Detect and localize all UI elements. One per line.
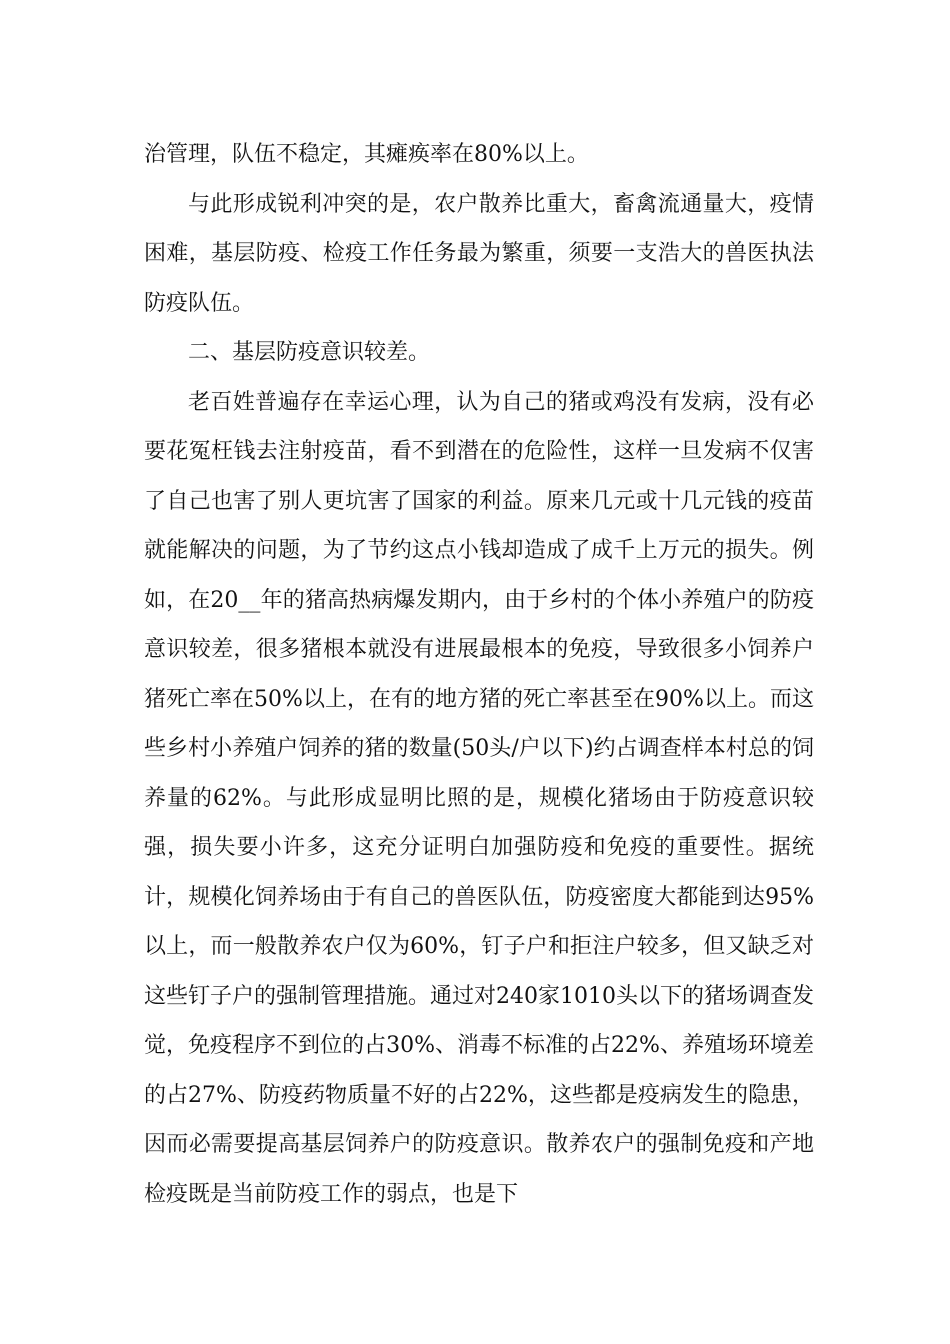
paragraph-1: 治管理，队伍不稳定，其瘫痪率在80%以上。	[144, 142, 589, 167]
paragraph-2: 与此形成锐利冲突的是，农户散养比重大，畜禽流通量大，疫情困难，基层防疫、检疫工作任务最为繁重，须要一支浩大的兽医执法防疫队伍。	[144, 191, 814, 316]
section-heading: 二、基层防疫意识较差。	[188, 340, 431, 365]
paragraph-3: 老百姓普遍存在幸运心理，认为自己的猪或鸡没有发病，没有必要花冤枉钱去注射疫苗，看不到潜在的危险性，这样一旦发病不仅害了自己也害了别人更坑害了国家的利益。原来几元或十几元钱的疫苗就能解决的问题，为了节约这点小钱却造成了成千上万元的损失。例如，在20__年的猪高热病爆发期内，由于乡村的个体小养殖户的防疫意识较差，很多猪根本就没有进展最根本的免疫，导致很多小饲养户猪死亡率在50%以上，在有的地方猪的死亡率甚至在90%以上。而这些乡村小养殖户饲养的猪的数量(50头/户以下)约占调查样本村总的饲养量的62%。与此形成显明比照的是，规模化猪场由于防疫意识较强，损失要小许多，这充分证明白加强防疫和免疫的重要性。据统计，规模化饲养场由于有自己的兽医队伍，防疫密度大都能到达95%以上，而一般散养农户仅为60%，钉子户和拒注户较多，但又缺乏对这些钉子户的强制管理措施。通过对240家1010头以下的猪场调查发觉，免疫程序不到位的占30%、消毒不标准的占22%、养殖场环境差的占27%、防疫药物质量不好的占22%，这些都是疫病发生的隐患，因而必需要提高基层饲养户的防疫意识。散养农户的强制免疫和产地检疫既是当前防疫工作的弱点，也是下	[144, 389, 814, 1207]
document-body	[144, 130, 814, 1219]
